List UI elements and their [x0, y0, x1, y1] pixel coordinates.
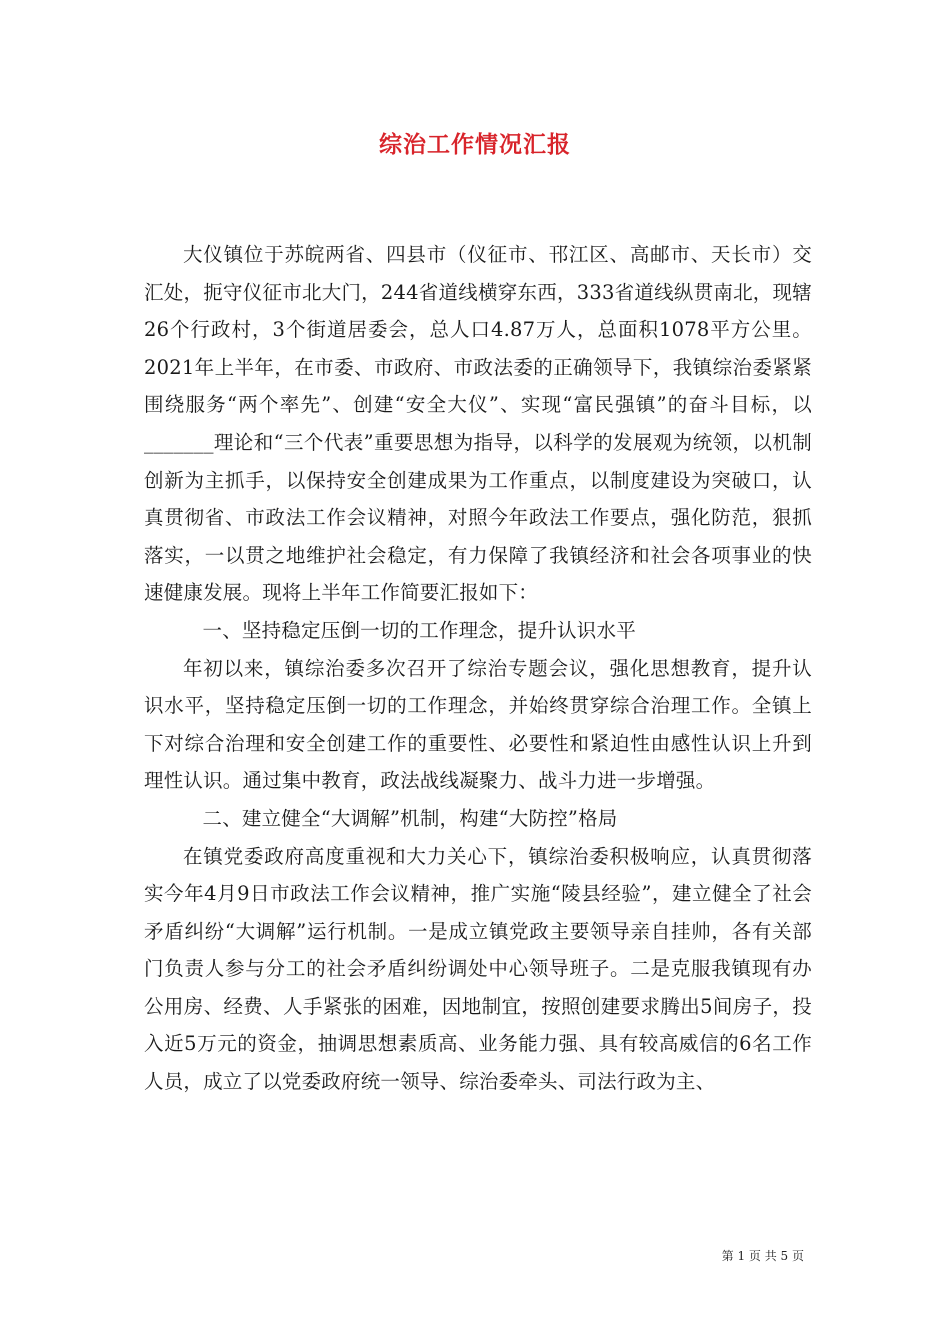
section-heading-2: 二、建立健全“大调解”机制，构建“大防控”格局	[202, 806, 618, 830]
document-title: 综治工作情况汇报	[379, 131, 571, 158]
document-body	[144, 236, 812, 1101]
paragraph-section-1: 年初以来，镇综治委多次召开了综治专题会议，强化思想教育，提升认识水平，坚持稳定压倒一切的工作理念，并始终贯穿综合治理工作。全镇上下对综合治理和安全创建工作的重要性、必要性和紧迫性由感性认识上升到理性认识。通过集中教育，政法战线凝聚力、战斗力进一步增强。	[144, 656, 812, 793]
page-footer: 第 1 页 共 5 页	[721, 1249, 804, 1263]
section-heading-1: 一、坚持稳定压倒一切的工作理念，提升认识水平	[202, 618, 636, 642]
paragraph-intro: 大仪镇位于苏皖两省、四县市（仪征市、邗江区、高邮市、天长市）交汇处，扼守仪征市北大门，244省道线横穿东西，333省道线纵贯南北，现辖26个行政村，3个街道居委会，总人口4.87万人，总面积1078平方公里。2021年上半年，在市委、市政府、市政法委的正确领导下，我镇综治委紧紧围绕服务“两个率先”、创建“安全大仪”、实现“富民强镇”的奋斗目标，以_______理论和“三个代表”重要思想为指导，以科学的发展观为统领，以机制创新为主抓手，以保持安全创建成果为工作重点，以制度建设为突破口，认真贯彻省、市政法工作会议精神，对照今年政法工作要点，强化防范，狠抓落实，一以贯之地维护社会稳定，有力保障了我镇经济和社会各项事业的快速健康发展。现将上半年工作简要汇报如下：	[144, 243, 812, 605]
paragraph-section-2: 在镇党委政府高度重视和大力关心下，镇综治委积极响应，认真贯彻落实今年4月9日市政法工作会议精神，推广实施“陵县经验”，建立健全了社会矛盾纠纷“大调解”运行机制。一是成立镇党政主要领导亲自挂帅，各有关部门负责人参与分工的社会矛盾纠纷调处中心领导班子。二是克服我镇现有办公用房、经费、人手紧张的困难，因地制宜，按照创建要求腾出5间房子，投入近5万元的资金，抽调思想素质高、业务能力强、具有较高威信的6名工作人员，成立了以党委政府统一领导、综治委牵头、司法行政为主、	[144, 844, 812, 1094]
